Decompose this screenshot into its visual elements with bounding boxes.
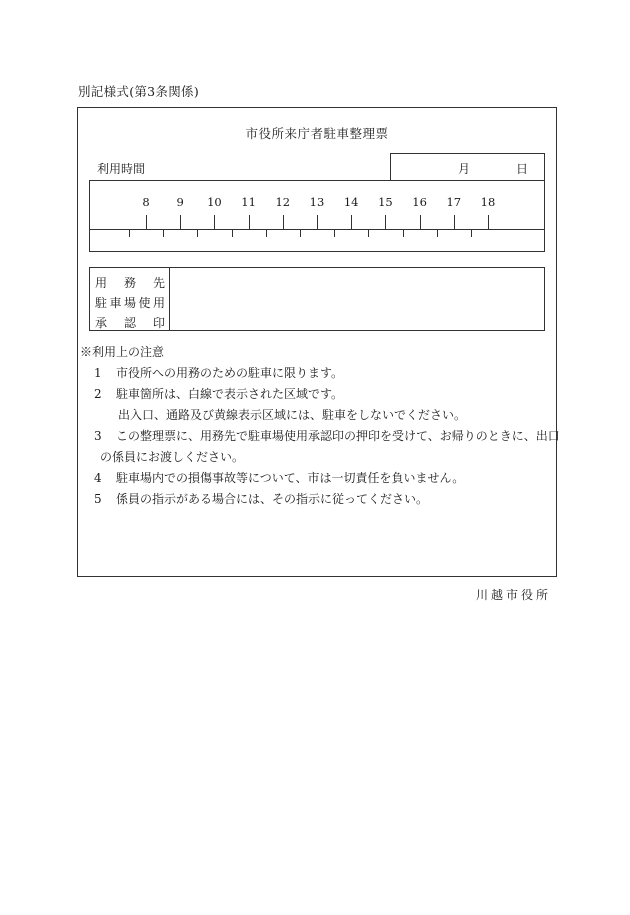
hour-tick [249,215,250,229]
note-item [94,364,343,381]
approval-char: 認 [123,316,136,330]
approval-char: 務 [123,276,136,290]
approval-char: 承 [95,316,108,330]
month-label: 月 [458,162,471,176]
hour-label: 11 [241,195,256,209]
half-hour-tick [368,229,369,237]
approval-char: 用 [95,276,108,290]
note-item [94,469,464,486]
hour-tick [317,215,318,229]
hour-tick [146,215,147,229]
note-item [94,385,343,402]
ticket-title: 市役所来庁者駐車整理票 [245,126,389,141]
city-office: 川越市役所 [476,588,552,602]
note-text: 係員の指示がある場合には、その指示に従ってください。 [116,492,429,506]
time-scale-divider [89,229,545,230]
half-hour-tick [129,229,130,237]
half-hour-tick [437,229,438,237]
half-hour-tick [300,229,301,237]
approval-char: 使 [138,296,151,310]
approval-row-label [95,274,165,291]
approval-char: 印 [152,316,165,330]
half-hour-tick [197,229,198,237]
hour-tick [385,215,386,229]
note-number: 4 [94,471,102,485]
hour-label: 15 [378,195,393,209]
hour-label: 18 [480,195,496,209]
note-item [100,448,244,465]
hour-tick [488,215,489,229]
approval-char: 先 [152,276,165,290]
note-text: 駐車場内での損傷事故等について、市は一切責任を負いません。 [116,471,465,485]
note-item [118,406,466,423]
hour-tick [180,215,181,229]
hour-label: 12 [275,195,291,209]
usage-time-label: 利用時間 [97,162,146,176]
note-number: 3 [94,429,102,443]
approval-row-label [95,294,165,311]
approval-char: 用 [152,296,165,310]
note-text: 出入口、通路及び黄線表示区域には、駐車をしないでください。 [118,408,467,422]
note-text: 市役所への用務のための駐車に限ります。 [116,366,344,380]
note-number: 5 [94,492,102,506]
approval-row-label [95,314,165,331]
hour-tick [214,215,215,229]
hour-label: 13 [309,195,325,209]
note-item [94,490,428,507]
hour-label: 17 [446,195,462,209]
note-item [94,427,560,444]
note-text: 駐車箇所は、白線で表示された区域です。 [116,387,344,401]
note-number: 1 [94,366,102,380]
hour-tick [420,215,421,229]
half-hour-tick [232,229,233,237]
note-text: の係員にお渡しください。 [100,450,245,464]
half-hour-tick [334,229,335,237]
hour-tick [351,215,352,229]
approval-char: 車 [109,296,122,310]
hour-tick [454,215,455,229]
note-number: 2 [94,387,102,401]
notes-title: ※利用上の注意 [80,345,165,359]
half-hour-tick [163,229,164,237]
half-hour-tick [266,229,267,237]
approval-char: 駐 [95,296,108,310]
form-label: 別記様式(第3条関係) [78,84,200,99]
note-text: この整理票に、用務先で駐車場使用承認印の押印を受けて、お帰りのときに、出口 [116,429,560,443]
hour-label: 8 [142,195,150,209]
hour-label: 10 [207,195,222,209]
hour-tick [283,215,284,229]
approval-char: 場 [123,296,136,310]
half-hour-tick [471,229,472,237]
hour-label: 9 [176,195,184,209]
hour-label: 16 [412,195,427,209]
hour-label: 14 [343,195,359,209]
half-hour-tick [403,229,404,237]
day-label: 日 [516,162,529,176]
approval-divider [169,267,170,331]
